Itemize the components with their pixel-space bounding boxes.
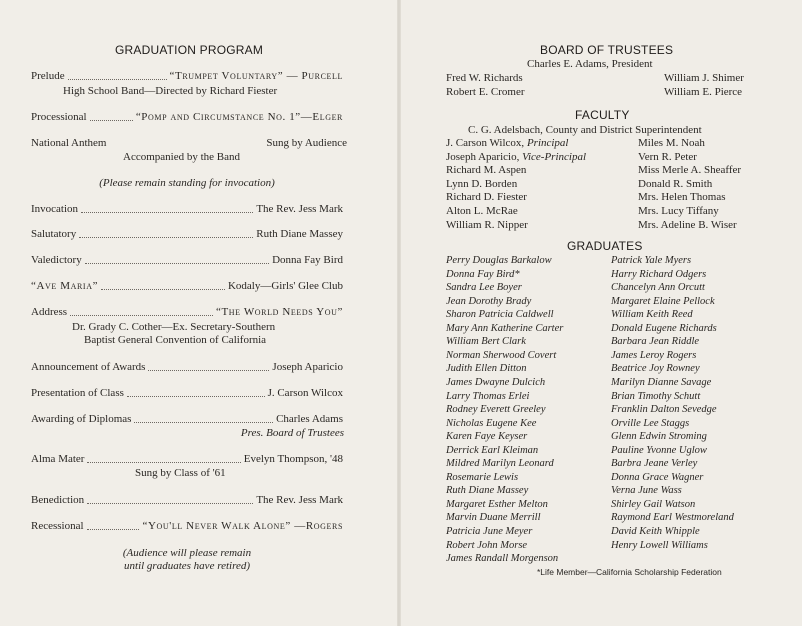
prelude-label: Prelude [31, 70, 65, 82]
dot-leader [90, 120, 133, 121]
recessional-row [31, 520, 343, 533]
address-value: “The World Needs You” [216, 306, 343, 318]
ave-maria-value: Kodaly—Girls' Glee Club [227, 280, 343, 292]
processional-label: Processional [31, 111, 87, 123]
graduates-title: GRADUATES [567, 239, 643, 253]
alma-mater-row [31, 453, 343, 466]
dot-leader [87, 529, 140, 530]
prelude-row [31, 70, 343, 83]
ave-maria-label: “Ave Maria” [31, 280, 99, 292]
faculty-member [446, 151, 586, 164]
dot-leader [134, 422, 273, 423]
audience-note-1: (Audience will please remain [122, 547, 252, 559]
awards-label: Announcement of Awards [31, 361, 146, 373]
invocation-value: The Rev. Jess Mark [256, 203, 343, 215]
benediction-value: The Rev. Jess Mark [256, 494, 343, 506]
graduate-name: Mildred Marilyn Leonard [446, 458, 554, 470]
faculty-member [446, 178, 517, 191]
anthem-value: Sung by Audience [266, 137, 347, 149]
faculty-name: Richard M. Aspen [446, 164, 527, 177]
graduate-name: Sharon Patricia Caldwell [446, 309, 554, 321]
dot-leader [87, 503, 253, 504]
salutatory-label: Salutatory [31, 228, 77, 240]
benediction-label: Benediction [31, 494, 85, 506]
alma-mater-value: Evelyn Thompson, '48 [243, 453, 343, 465]
dot-leader [87, 462, 240, 463]
faculty-member [446, 137, 569, 150]
awards-row [31, 361, 343, 374]
faculty-member [446, 219, 528, 232]
anthem-sub: Accompanied by the Band [123, 151, 240, 163]
standing-note: (Please remain standing for invocation) [99, 177, 275, 189]
graduate-name: Norman Sherwood Covert [446, 349, 557, 361]
graduate-name: Perry Douglas Barkalow [446, 255, 552, 266]
trustees-president: Charles E. Adams, President [527, 58, 653, 70]
graduate-name: Margaret Esther Melton [446, 498, 548, 510]
benediction-row [31, 494, 343, 507]
page-fold [397, 0, 401, 626]
dot-leader [85, 263, 269, 264]
graduate-name: Shirley Gail Watson [611, 498, 696, 510]
faculty-name: William R. Nipper [446, 218, 528, 231]
faculty-name: Miss Merle A. Sheaffer [638, 164, 742, 177]
graduate-name: Marilyn Dianne Savage [611, 376, 712, 388]
graduate-name: Larry Thomas Erlei [446, 390, 530, 402]
graduate-name: Donna Fay Bird* [446, 268, 520, 280]
faculty-name: Mrs. Lucy Tiffany [638, 205, 719, 217]
faculty-role: Vice-Principal [522, 150, 587, 163]
graduate-name: Rodney Everett Greeley [446, 404, 546, 416]
address-sub-2: Baptist General Convention of California [84, 334, 267, 346]
graduate-name: Sandra Lee Boyer [446, 282, 522, 294]
graduate-name: Harry Richard Odgers [611, 268, 707, 280]
dot-leader [68, 79, 167, 80]
graduate-name: James Leroy Rogers [611, 349, 697, 361]
dot-leader [101, 289, 225, 290]
faculty-name: Alton L. McRae [446, 205, 518, 217]
graduate-name: Karen Faye Keyser [446, 431, 528, 443]
graduate-name: Verna June Wass [611, 485, 682, 497]
processional-row [31, 111, 343, 124]
presentation-label: Presentation of Class [31, 387, 124, 399]
graduate-name: Franklin Dalton Sevedge [611, 404, 717, 416]
faculty-name: Lynn D. Borden [446, 177, 518, 190]
faculty-name: Joseph Aparicio, [446, 150, 523, 163]
faculty-name: Miles M. Noah [638, 137, 705, 149]
trustee-name: William J. Shimer [664, 72, 744, 84]
dot-leader [79, 237, 253, 238]
graduate-name: Judith Ellen Ditton [446, 363, 527, 375]
scholarship-footnote: *Life Member—California Scholarship Federation [537, 567, 722, 577]
graduate-name: Mary Ann Katherine Carter [446, 322, 564, 334]
dot-leader [127, 396, 265, 397]
faculty-member [446, 164, 526, 177]
graduate-name: David Keith Whipple [611, 526, 700, 537]
diplomas-sub: Pres. Board of Trustees [240, 427, 344, 439]
graduate-name: William Bert Clark [446, 336, 526, 348]
faculty-title: FACULTY [575, 108, 630, 122]
graduate-name: Nicholas Eugene Kee [446, 417, 537, 429]
diplomas-label: Awarding of Diplomas [31, 413, 132, 425]
dot-leader [70, 315, 213, 316]
graduate-name: James Randall Morgenson [446, 553, 559, 565]
graduate-name: Brian Timothy Schutt [611, 390, 701, 402]
trustee-name: Fred W. Richards [446, 72, 523, 84]
prelude-sub: High School Band—Directed by Richard Fiester [63, 85, 278, 97]
dot-leader [148, 370, 269, 371]
graduate-name: Marvin Duane Merrill [446, 512, 541, 524]
graduate-name: Robert John Morse [446, 539, 528, 551]
recessional-value: “You'll Never Walk Alone” —Rogers [142, 520, 343, 532]
dot-leader [81, 212, 253, 213]
graduate-name: Henry Lowell Williams [611, 539, 708, 551]
processional-value: “Pomp and Circumstance No. 1”—Elger [135, 111, 343, 123]
faculty-name: Mrs. Adeline B. Wiser [638, 218, 737, 231]
address-row [31, 306, 343, 319]
valedictory-label: Valedictory [31, 254, 82, 266]
alma-mater-sub: Sung by Class of '61 [135, 467, 226, 479]
graduate-name: Donna Grace Wagner [611, 471, 704, 483]
valedictory-row [31, 254, 343, 267]
anthem-label: National Anthem [31, 137, 107, 149]
graduate-name: Rosemarie Lewis [446, 471, 519, 483]
graduate-name: James Dwayne Dulcich [446, 376, 546, 388]
invocation-label: Invocation [31, 203, 79, 215]
faculty-name: Richard D. Fiester [446, 191, 527, 204]
faculty-superintendent: C. G. Adelsbach, County and District Superintendent [468, 124, 702, 136]
presentation-value: J. Carson Wilcox [267, 387, 343, 399]
program-title: GRADUATION PROGRAM [115, 43, 264, 57]
graduate-name: Barbara Jean Riddle [611, 336, 700, 348]
faculty-name: J. Carson Wilcox, [446, 137, 527, 149]
graduate-name: Ruth Diane Massey [446, 485, 529, 497]
graduate-name: Beatrice Joy Rowney [611, 363, 700, 375]
graduate-name: Pauline Yvonne Uglow [611, 444, 707, 456]
salutatory-row [31, 228, 343, 241]
address-sub-1: Dr. Grady C. Cother—Ex. Secretary-Southern [72, 321, 276, 333]
diplomas-value: Charles Adams [276, 413, 343, 425]
graduate-name: Chancelyn Ann Orcutt [611, 282, 705, 294]
salutatory-value: Ruth Diane Massey [256, 228, 343, 240]
graduate-name: Glenn Edwin Stroming [611, 431, 707, 443]
graduate-name: Jean Dorothy Brady [446, 295, 532, 307]
faculty-name: Mrs. Helen Thomas [638, 191, 726, 204]
recessional-label: Recessional [31, 520, 84, 532]
graduate-name: Derrick Earl Kleiman [446, 444, 539, 456]
trustees-title: BOARD OF TRUSTEES [540, 43, 674, 57]
graduate-name: Patricia June Meyer [446, 526, 533, 537]
trustee-name: William E. Pierce [664, 86, 743, 98]
diplomas-row [31, 413, 343, 426]
graduate-name: William Keith Reed [611, 309, 693, 321]
valedictory-value: Donna Fay Bird [272, 254, 343, 266]
graduate-name: Patrick Yale Myers [611, 255, 692, 266]
ave-maria-row [31, 280, 343, 293]
faculty-role: Principal [526, 137, 569, 149]
invocation-row [31, 203, 343, 216]
trustee-name: Robert E. Cromer [446, 86, 525, 98]
presentation-row [31, 387, 343, 400]
faculty-member [446, 205, 518, 218]
graduate-name: Barbra Jeane Verley [611, 458, 698, 470]
faculty-name: Donald R. Smith [638, 177, 713, 190]
graduate-name: Donald Eugene Richards [611, 322, 717, 334]
graduate-name: Orville Lee Staggs [611, 417, 690, 429]
prelude-value: “Trumpet Voluntary” — Purcell [169, 70, 343, 82]
faculty-member [446, 191, 527, 204]
graduate-name: Margaret Elaine Pellock [611, 295, 715, 307]
graduate-name: Raymond Earl Westmoreland [611, 512, 734, 524]
audience-note-2: until graduates have retired) [124, 560, 250, 572]
alma-mater-label: Alma Mater [31, 453, 85, 465]
awards-value: Joseph Aparicio [272, 361, 343, 373]
faculty-name: Vern R. Peter [638, 150, 697, 163]
address-label: Address [31, 306, 68, 318]
